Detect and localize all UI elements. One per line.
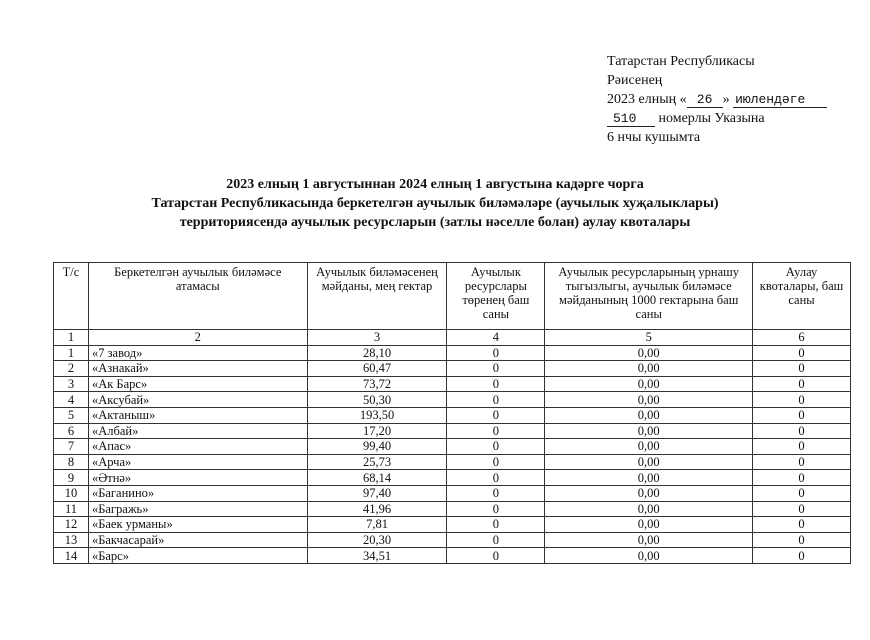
cell-quota: 0 xyxy=(753,485,851,501)
cell-name: «Бакчасарай» xyxy=(88,532,307,548)
cell-density: 0,00 xyxy=(545,501,753,517)
decree-month: июлендәге xyxy=(733,92,827,108)
cell-index: 14 xyxy=(54,548,89,564)
document-title xyxy=(0,175,870,232)
cell-count: 0 xyxy=(447,517,545,533)
cell-density: 0,00 xyxy=(545,376,753,392)
cell-density: 0,00 xyxy=(545,345,753,361)
col-number: 6 xyxy=(753,330,851,346)
cell-density: 0,00 xyxy=(545,517,753,533)
cell-index: 13 xyxy=(54,532,89,548)
cell-quota: 0 xyxy=(753,532,851,548)
table-row xyxy=(54,392,851,408)
table-row xyxy=(54,407,851,423)
cell-density: 0,00 xyxy=(545,454,753,470)
cell-name: «Барс» xyxy=(88,548,307,564)
col-number: 2 xyxy=(88,330,307,346)
cell-area: 50,30 xyxy=(307,392,447,408)
table-row xyxy=(54,517,851,533)
cell-index: 4 xyxy=(54,392,89,408)
header-area: Аучылык биләмәсенең мәйданы, мең гектар xyxy=(307,263,447,330)
title-line-1: 2023 елның 1 августыннан 2024 елның 1 августына кадәрге чорга xyxy=(226,177,644,192)
decree-line-number xyxy=(607,109,827,128)
cell-index: 5 xyxy=(54,407,89,423)
decree-reference xyxy=(607,52,827,147)
table-row xyxy=(54,485,851,501)
cell-index: 9 xyxy=(54,470,89,486)
cell-area: 193,50 xyxy=(307,407,447,423)
cell-count: 0 xyxy=(447,485,545,501)
cell-quota: 0 xyxy=(753,517,851,533)
table-row xyxy=(54,548,851,564)
cell-count: 0 xyxy=(447,439,545,455)
cell-name: «Аксубай» xyxy=(88,392,307,408)
cell-index: 8 xyxy=(54,454,89,470)
cell-count: 0 xyxy=(447,454,545,470)
cell-index: 10 xyxy=(54,485,89,501)
cell-name: «Баганино» xyxy=(88,485,307,501)
cell-area: 7,81 xyxy=(307,517,447,533)
table-row xyxy=(54,376,851,392)
header-quota: Аулау квоталары, баш саны xyxy=(753,263,851,330)
cell-index: 3 xyxy=(54,376,89,392)
quota-table xyxy=(53,262,851,564)
decree-day: 26 xyxy=(687,92,723,108)
cell-quota: 0 xyxy=(753,392,851,408)
cell-area: 34,51 xyxy=(307,548,447,564)
col-number: 1 xyxy=(54,330,89,346)
cell-quota: 0 xyxy=(753,407,851,423)
cell-density: 0,00 xyxy=(545,485,753,501)
cell-quota: 0 xyxy=(753,423,851,439)
table-row xyxy=(54,423,851,439)
cell-area: 17,20 xyxy=(307,423,447,439)
cell-area: 41,96 xyxy=(307,501,447,517)
cell-area: 25,73 xyxy=(307,454,447,470)
cell-index: 1 xyxy=(54,345,89,361)
cell-index: 12 xyxy=(54,517,89,533)
cell-count: 0 xyxy=(447,470,545,486)
cell-name: «Албай» xyxy=(88,423,307,439)
cell-density: 0,00 xyxy=(545,439,753,455)
table-row xyxy=(54,454,851,470)
cell-density: 0,00 xyxy=(545,548,753,564)
decree-number: 510 xyxy=(607,111,655,127)
decree-date-mid: » xyxy=(722,92,730,107)
cell-quota: 0 xyxy=(753,548,851,564)
cell-count: 0 xyxy=(447,407,545,423)
cell-name: «Баек урманы» xyxy=(88,517,307,533)
cell-index: 6 xyxy=(54,423,89,439)
cell-count: 0 xyxy=(447,548,545,564)
cell-density: 0,00 xyxy=(545,392,753,408)
cell-area: 60,47 xyxy=(307,361,447,377)
decree-line-republic: Татарстан Республикасы xyxy=(607,54,755,69)
cell-area: 99,40 xyxy=(307,439,447,455)
cell-name: «Актаныш» xyxy=(88,407,307,423)
cell-name: «7 завод» xyxy=(88,345,307,361)
cell-quota: 0 xyxy=(753,345,851,361)
cell-count: 0 xyxy=(447,423,545,439)
cell-name: «Азнакай» xyxy=(88,361,307,377)
cell-index: 7 xyxy=(54,439,89,455)
cell-count: 0 xyxy=(447,361,545,377)
cell-quota: 0 xyxy=(753,439,851,455)
table-row xyxy=(54,439,851,455)
cell-quota: 0 xyxy=(753,470,851,486)
cell-name: «Ак Барс» xyxy=(88,376,307,392)
cell-quota: 0 xyxy=(753,376,851,392)
table-row xyxy=(54,532,851,548)
cell-count: 0 xyxy=(447,376,545,392)
cell-index: 11 xyxy=(54,501,89,517)
table-header-row xyxy=(54,263,851,330)
title-line-2: Татарстан Республикасында беркетелгән аучылык биләмәләре (аучылык хуҗалыклары) xyxy=(151,196,719,211)
header-name: Беркетелгән аучылык биләмәсе атамасы xyxy=(88,263,307,330)
cell-density: 0,00 xyxy=(545,361,753,377)
cell-quota: 0 xyxy=(753,454,851,470)
col-number: 3 xyxy=(307,330,447,346)
cell-index: 2 xyxy=(54,361,89,377)
col-number: 4 xyxy=(447,330,545,346)
cell-name: «Арча» xyxy=(88,454,307,470)
header-density: Аучылык ресурсларының урнашу тыгызлыгы, аучылык биләмәсе мәйданының 1000 гектарына баш саны xyxy=(545,263,753,330)
cell-area: 97,40 xyxy=(307,485,447,501)
column-number-row xyxy=(54,330,851,346)
cell-quota: 0 xyxy=(753,361,851,377)
cell-density: 0,00 xyxy=(545,407,753,423)
cell-count: 0 xyxy=(447,532,545,548)
header-count: Аучылык ресурслары төренең баш саны xyxy=(447,263,545,330)
cell-count: 0 xyxy=(447,345,545,361)
cell-density: 0,00 xyxy=(545,423,753,439)
table-row xyxy=(54,470,851,486)
cell-density: 0,00 xyxy=(545,532,753,548)
decree-line-president: Рәисенең xyxy=(607,73,663,88)
cell-area: 73,72 xyxy=(307,376,447,392)
cell-area: 68,14 xyxy=(307,470,447,486)
decree-number-suffix: номерлы Указына xyxy=(658,111,765,126)
cell-name: «Әтнә» xyxy=(88,470,307,486)
cell-name: «Апас» xyxy=(88,439,307,455)
decree-date-prefix: 2023 елның « xyxy=(607,92,687,107)
cell-quota: 0 xyxy=(753,501,851,517)
col-number: 5 xyxy=(545,330,753,346)
header-index: Т/с xyxy=(54,263,89,330)
table-row xyxy=(54,361,851,377)
title-line-3: территориясендә аучылык ресурсларын (затлы нәселле болан) аулау квоталары xyxy=(179,215,691,230)
cell-area: 20,30 xyxy=(307,532,447,548)
table-row xyxy=(54,501,851,517)
cell-count: 0 xyxy=(447,501,545,517)
decree-line-date xyxy=(607,90,827,109)
cell-name: «Багражь» xyxy=(88,501,307,517)
decree-line-appendix: 6 нчы кушымта xyxy=(607,130,701,145)
cell-density: 0,00 xyxy=(545,470,753,486)
table-row xyxy=(54,345,851,361)
cell-area: 28,10 xyxy=(307,345,447,361)
cell-count: 0 xyxy=(447,392,545,408)
